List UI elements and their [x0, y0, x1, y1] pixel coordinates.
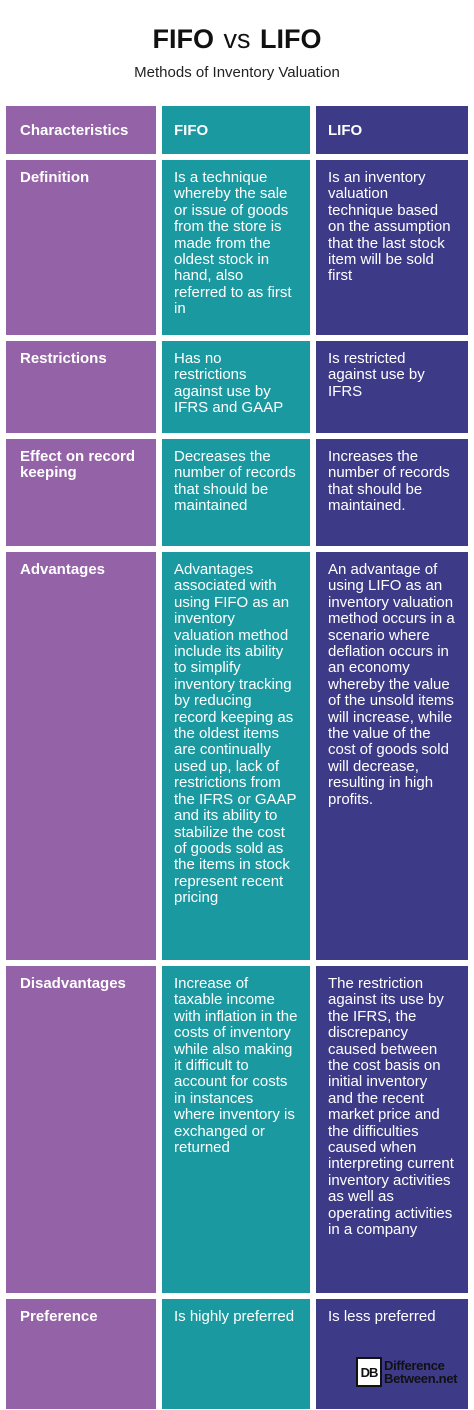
row-label-preference: Preference	[6, 1299, 156, 1409]
row-label-disadvantages: Disadvantages	[6, 966, 156, 1293]
logo-mark: DB	[356, 1357, 382, 1387]
row-label-record-keeping: Effect on record keeping	[6, 439, 156, 546]
logo-line-1: Difference	[384, 1358, 445, 1373]
title-fifo: FIFO	[152, 24, 214, 54]
cell-lifo-disadvantages: The restriction against its use by the IFRS, the discrepancy caused between the cost basis on initial inventory and the recent market price and the difficulties caused when interpreting current inventory activities as well as operating activities in a company	[316, 966, 468, 1293]
differencebetween-logo	[356, 1357, 457, 1387]
page-title	[0, 22, 474, 56]
header-fifo: FIFO	[162, 106, 310, 154]
title-lifo: LIFO	[260, 24, 322, 54]
header-characteristics: Characteristics	[6, 106, 156, 154]
cell-fifo-definition: Is a technique whereby the sale or issue of goods from the store is made from the oldest stock in hand, also referred to as first in	[162, 160, 310, 335]
cell-fifo-disadvantages: Increase of taxable income with inflation in the costs of inventory while also making it difficult to account for costs in instances where inventory is exchanged or returned	[162, 966, 310, 1293]
header-lifo: LIFO	[316, 106, 468, 154]
row-label-definition: Definition	[6, 160, 156, 335]
cell-lifo-definition: Is an inventory valuation technique based on the assumption that the last stock item will be sold first	[316, 160, 468, 335]
row-label-restrictions: Restrictions	[6, 341, 156, 433]
cell-fifo-preference: Is highly preferred	[162, 1299, 310, 1409]
row-label-advantages: Advantages	[6, 552, 156, 960]
logo-text	[384, 1359, 457, 1385]
cell-lifo-restrictions: Is restricted against use by IFRS	[316, 341, 468, 433]
cell-fifo-restrictions: Has no restrictions against use by IFRS and GAAP	[162, 341, 310, 433]
comparison-table	[6, 106, 468, 1409]
cell-lifo-record-keeping: Increases the number of records that should be maintained.	[316, 439, 468, 546]
logo-line-2: Between.net	[384, 1371, 458, 1386]
cell-lifo-preference: Is less preferred	[316, 1299, 468, 1409]
page-subtitle: Methods of Inventory Valuation	[134, 64, 340, 81]
cell-fifo-advantages: Advantages associated with using FIFO as an inventory valuation method include its ability to simplify inventory tracking by reducing record keeping as the oldest items are continually used up, lack of restrictions from the IFRS or GAAP and its ability to stabilize the cost of goods sold as the items in stock represent recent pricing	[162, 552, 310, 960]
title-vs: vs	[223, 24, 251, 54]
cell-fifo-record-keeping: Decreases the number of records that should be maintained	[162, 439, 310, 546]
cell-lifo-advantages: An advantage of using LIFO as an inventory valuation method occurs in a scenario where deflation occurs in an economy whereby the value of the unsold items will increase, while the value of the cost of goods sold will decrease, resulting in high profits.	[316, 552, 468, 960]
